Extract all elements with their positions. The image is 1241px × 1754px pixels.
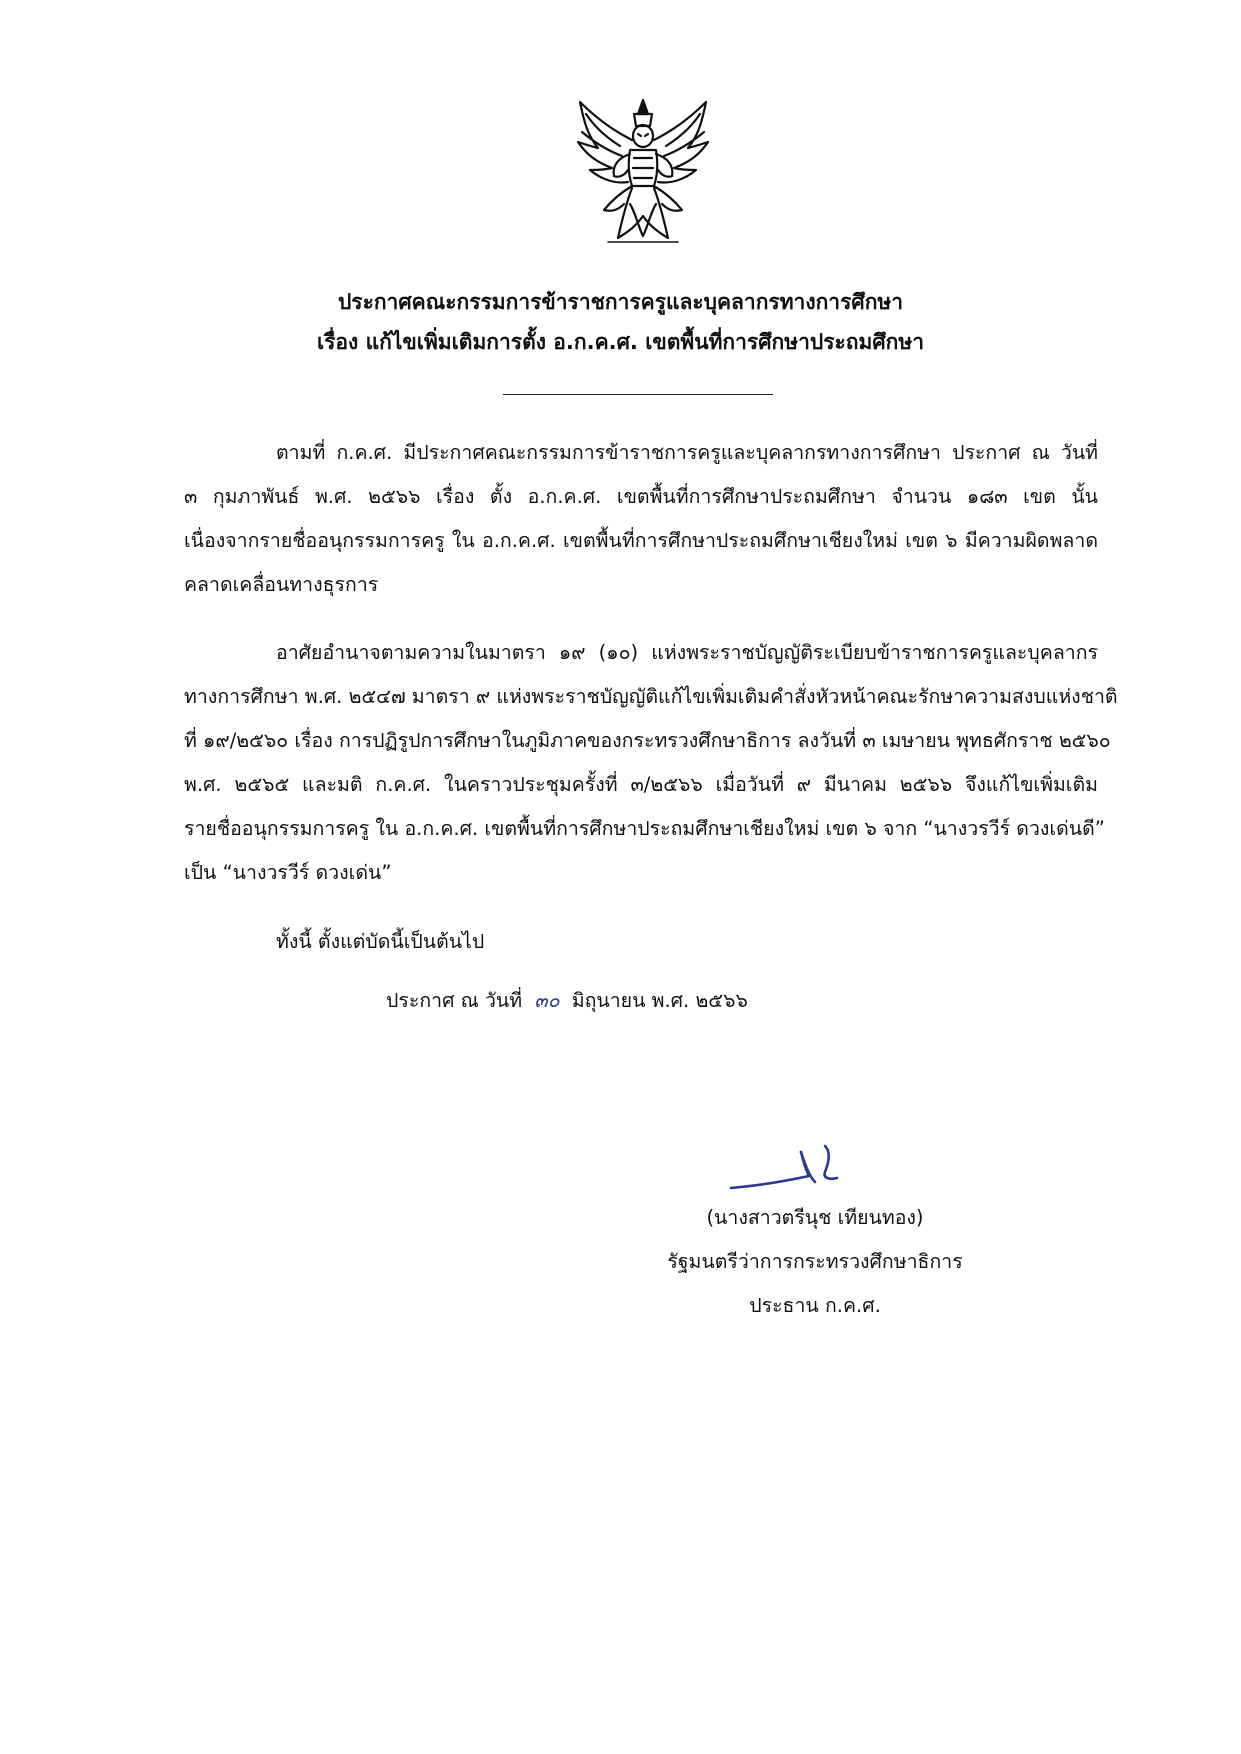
signature-icon	[725, 1138, 865, 1198]
text-line: ที่ ๑๙/๒๕๖๐ เรื่อง การปฏิรูปการศึกษาในภูมิภาคของกระทรวงศึกษาธิการ ลงวันที่ ๓ เมษายน พุทธศักราช ๒๕๖๐	[184, 729, 1111, 752]
text-line: ตามที่ ก.ค.ศ. มีประกาศคณะกรรมการข้าราชการครูและบุคลากรทางการศึกษา ประกาศ ณ วันที่	[276, 441, 1098, 464]
date-prefix: ประกาศ ณ วันที่	[386, 989, 523, 1012]
effective-statement: ทั้งนี้ ตั้งแต่บัดนี้เป็นต้นไป	[276, 930, 485, 953]
text-line: ทางการศึกษา พ.ศ. ๒๕๔๗ มาตรา ๙ แห่งพระราชบัญญัติแก้ไขเพิ่มเติมคำสั่งหัวหน้าคณะรักษาความสงบแห่งชาติ	[184, 685, 1118, 708]
text-line: รายชื่ออนุกรรมการครู ใน อ.ก.ค.ศ. เขตพื้นที่การศึกษาประถมศึกษาเชียงใหม่ เขต ๖ จาก “นางวรวีร์ ดวงเด่นดี”	[184, 817, 1105, 840]
announcement-title: ประกาศคณะกรรมการข้าราชการครูและบุคลากรทางการศึกษา	[337, 290, 904, 314]
date-suffix: มิถุนายน พ.ศ. ๒๕๖๖	[571, 989, 748, 1012]
text-line: เนื่องจากรายชื่ออนุกรรมการครู ใน อ.ก.ค.ศ. เขตพื้นที่การศึกษาประถมศึกษาเชียงใหม่ เขต ๖ มีความผิดพลาด	[184, 529, 1098, 552]
announcement-date	[386, 985, 748, 1016]
date-day-handwritten: ๓๐	[534, 989, 560, 1012]
text-line: คลาดเคลื่อนทางธุรการ	[184, 573, 379, 596]
signatory-name: (นางสาวตรีนุช เทียนทอง)	[706, 1206, 924, 1229]
signatory-role: ประธาน ก.ค.ศ.	[749, 1294, 881, 1317]
garuda-emblem-icon	[568, 92, 718, 252]
text-line: พ.ศ. ๒๕๖๕ และมติ ก.ค.ศ. ในคราวประชุมครั้งที่ ๓/๒๕๖๖ เมื่อวันที่ ๙ มีนาคม ๒๕๖๖ จึงแก้ไขเพิ่มเติม	[184, 773, 1098, 796]
text-line: เป็น “นางวรวีร์ ดวงเด่น”	[184, 861, 392, 884]
title-divider	[503, 394, 773, 395]
text-line: ๓ กุมภาพันธ์ พ.ศ. ๒๕๖๖ เรื่อง ตั้ง อ.ก.ค.ศ. เขตพื้นที่การศึกษาประถมศึกษา จำนวน ๑๘๓ เขต นั้น	[184, 485, 1098, 508]
announcement-subject: เรื่อง แก้ไขเพิ่มเติมการตั้ง อ.ก.ค.ศ. เขตพื้นที่การศึกษาประถมศึกษา	[316, 330, 925, 354]
signatory-position: รัฐมนตรีว่าการกระทรวงศึกษาธิการ	[667, 1250, 963, 1273]
text-line: อาศัยอำนาจตามความในมาตรา ๑๙ (๑๐) แห่งพระราชบัญญัติระเบียบข้าราชการครูและบุคลากร	[276, 641, 1098, 664]
